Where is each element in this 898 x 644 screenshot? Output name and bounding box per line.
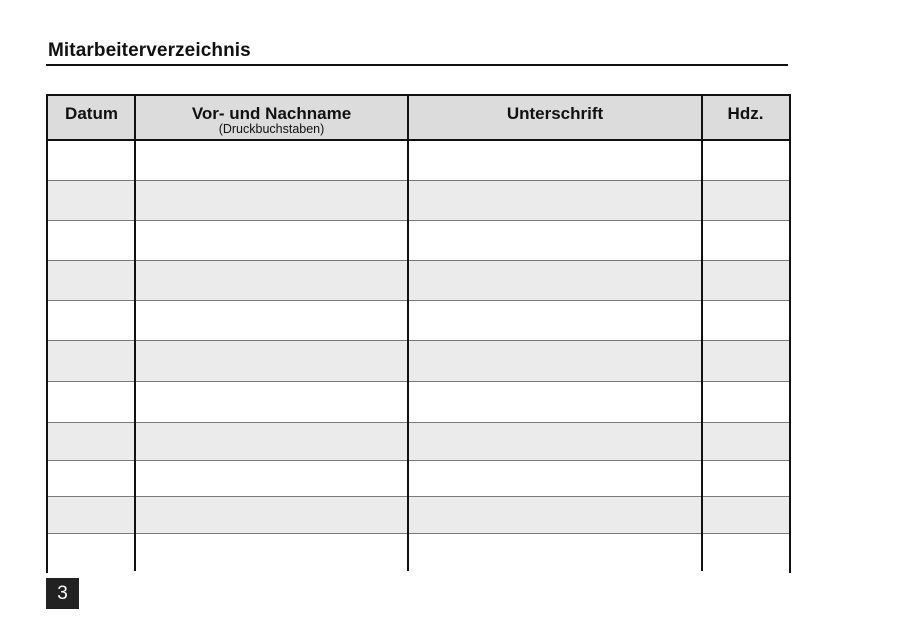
table-cell[interactable] [408, 221, 702, 260]
table-cell[interactable] [408, 497, 702, 533]
table-cell[interactable] [408, 141, 702, 180]
table-cell[interactable] [702, 497, 789, 533]
page-title: Mitarbeiterverzeichnis [48, 40, 251, 61]
table-row [48, 461, 789, 497]
table-cell[interactable] [135, 141, 408, 180]
table-cell[interactable] [702, 534, 789, 574]
table-cell[interactable] [48, 461, 135, 496]
table-row [48, 341, 789, 382]
column-header-label: Hdz. [727, 104, 764, 123]
table-cell[interactable] [48, 534, 135, 574]
table-cell[interactable] [48, 301, 135, 340]
column-header-label: Unterschrift [506, 104, 604, 123]
table-row [48, 261, 789, 301]
table-cell[interactable] [408, 461, 702, 496]
table-row [48, 497, 789, 534]
table-cell[interactable] [408, 261, 702, 300]
column-divider [134, 96, 136, 571]
table-cell[interactable] [48, 221, 135, 260]
table-row [48, 301, 789, 341]
table-header [48, 96, 789, 141]
column-divider [701, 96, 703, 571]
table-cell[interactable] [135, 221, 408, 260]
table-cell[interactable] [135, 461, 408, 496]
table-cell[interactable] [135, 423, 408, 460]
table-cell[interactable] [702, 382, 789, 422]
column-header-0 [48, 96, 135, 139]
table-cell[interactable] [135, 497, 408, 533]
table-row [48, 141, 789, 181]
table-cell[interactable] [408, 382, 702, 422]
table-cell[interactable] [48, 497, 135, 533]
title-underline [46, 64, 788, 66]
table-cell[interactable] [135, 181, 408, 220]
table-cell[interactable] [48, 382, 135, 422]
table-cell[interactable] [702, 301, 789, 340]
table-cell[interactable] [48, 261, 135, 300]
column-header-label: Datum [65, 104, 118, 123]
table-cell[interactable] [48, 423, 135, 460]
table-row [48, 382, 789, 423]
table-cell[interactable] [702, 341, 789, 381]
table-row [48, 534, 789, 574]
table-cell[interactable] [408, 181, 702, 220]
table-row [48, 181, 789, 221]
table-cell[interactable] [702, 221, 789, 260]
column-header-3 [702, 96, 789, 139]
table-cell[interactable] [135, 261, 408, 300]
table-cell[interactable] [135, 301, 408, 340]
table-cell[interactable] [702, 181, 789, 220]
employee-table [46, 94, 791, 573]
table-cell[interactable] [135, 382, 408, 422]
table-cell[interactable] [702, 423, 789, 460]
column-header-label: Vor- und Nachname [191, 104, 352, 123]
table-cell[interactable] [135, 534, 408, 574]
table-cell[interactable] [702, 261, 789, 300]
column-divider [407, 96, 409, 571]
page-number-badge: 3 [46, 578, 79, 609]
table-cell[interactable] [408, 301, 702, 340]
column-header-sublabel: (Druckbuchstaben) [218, 122, 325, 136]
table-cell[interactable] [702, 141, 789, 180]
table-row [48, 423, 789, 461]
table-row [48, 221, 789, 261]
table-cell[interactable] [702, 461, 789, 496]
column-header-2 [408, 96, 702, 139]
column-header-1 [135, 96, 408, 139]
table-cell[interactable] [135, 341, 408, 381]
table-cell[interactable] [48, 141, 135, 180]
table-cell[interactable] [408, 341, 702, 381]
table-cell[interactable] [408, 534, 702, 574]
table-cell[interactable] [48, 181, 135, 220]
table-cell[interactable] [48, 341, 135, 381]
table-cell[interactable] [408, 423, 702, 460]
